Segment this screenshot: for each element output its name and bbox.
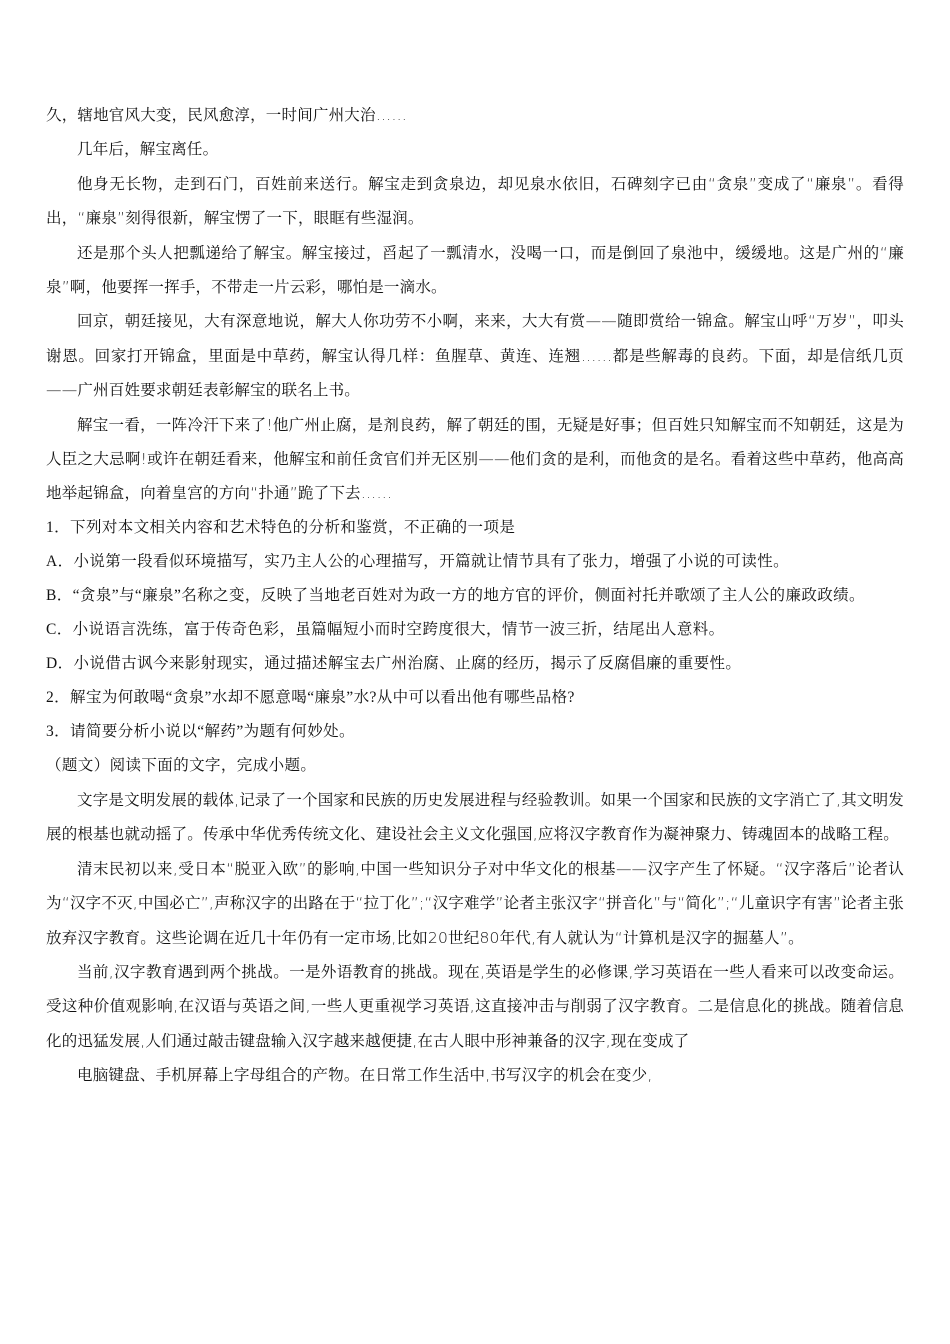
story-paragraph: 几年后，解宝离任。 xyxy=(77,140,219,159)
essay-paragraph: 清末民初以来,受日本“脱亚入欧”的影响,中国一些知识分子对中华文化的根基——汉字产生了怀疑。“汉字落后”论者认为“汉字不灭,中国必亡”,声称汉字的出路在于“拉丁化”;“汉字难学”论者主张汉字“拼音化”与“简化”;“儿童识字有害”论者主张放弃汉字教育。这些论调在近几十年仍有一定市场,比如20世纪80年代,有人就认为“计算机是汉字的掘墓人”。 xyxy=(46,859,904,947)
question-2: 2．解宝为何敢喝“贪泉”水却不愿意喝“廉泉”水?从中可以看出他有哪些品格? xyxy=(46,688,575,706)
essay-paragraph: 文字是文明发展的载体,记录了一个国家和民族的历史发展进程与经验教训。如果一个国家和民族的文字消亡了,其文明发展的根基也就动摇了。传承中华优秀传统文化、建设社会主义文化强国,应将汉字教育作为凝神聚力、铸魂固本的战略工程。 xyxy=(46,790,904,844)
story-paragraph: 解宝一看，一阵冷汗下来了!他广州止腐，是剂良药，解了朝廷的围，无疑是好事；但百姓只知解宝而不知朝廷，这是为人臣之大忌啊!或许在朝廷看来，他解宝和前任贪官们并无区别——他们贪的是利，而他贪的是名。看着这些中草药，他高高地举起锦盒，向着皇宫的方向“扑通”跪了下去…… xyxy=(46,415,904,503)
story-paragraph: 久，辖地官风大变，民风愈淳，一时间广州大治…… xyxy=(46,106,408,124)
essay-paragraph: 当前,汉字教育遇到两个挑战。一是外语教育的挑战。现在,英语是学生的必修课,学习英语在一些人看来可以改变命运。受这种价值观影响,在汉语与英语之间,一些人更重视学习英语,这直接冲击与削弱了汉字教育。二是信息化的挑战。随着信息化的迅猛发展,人们通过敲击键盘输入汉字越来越便捷,在古人眼中形神兼备的汉字,现在变成了 xyxy=(46,962,904,1050)
passage-intro: （题文）阅读下面的文字，完成小题。 xyxy=(46,756,317,774)
story-paragraph: 还是那个头人把瓢递给了解宝。解宝接过，舀起了一瓢清水，没喝一口，而是倒回了泉池中，缓缓地。这是广州的“廉泉”啊，他要挥一挥手，不带走一片云彩，哪怕是一滴水。 xyxy=(46,243,904,297)
option-d: D．小说借古讽今来影射现实，通过描述解宝去广州治腐、止腐的经历，揭示了反腐倡廉的重要性。 xyxy=(46,654,742,672)
essay-paragraph: 电脑键盘、手机屏幕上字母组合的产物。在日常工作生活中,书写汉字的机会在变少, xyxy=(77,1066,653,1085)
option-b: B．“贪泉”与“廉泉”名称之变，反映了当地老百姓对为政一方的地方官的评价，侧面衬托并歌颂了主人公的廉政政绩。 xyxy=(46,586,865,604)
question-1: 1．下列对本文相关内容和艺术特色的分析和鉴赏，不正确的一项是 xyxy=(46,518,516,536)
question-3: 3．请简要分析小说以“解药”为题有何妙处。 xyxy=(46,722,355,740)
option-c: C．小说语言洗练，富于传奇色彩，虽篇幅短小而时空跨度很大，情节一波三折，结尾出人意料。 xyxy=(46,620,725,638)
option-a: A．小说第一段看似环境描写，实乃主人公的心理描写，开篇就让情节具有了张力，增强了小说的可读性。 xyxy=(46,552,789,570)
story-paragraph: 他身无长物，走到石门，百姓前来送行。解宝走到贪泉边，却见泉水依旧，石碑刻字已由“贪泉”变成了“廉泉”。看得出，“廉泉”刻得很新，解宝愣了一下，眼眶有些湿润。 xyxy=(46,174,904,228)
story-paragraph: 回京，朝廷接见，大有深意地说，解大人你功劳不小啊，来来，大大有赏——随即赏给一锦盒。解宝山呼“万岁”，叩头谢恩。回家打开锦盒，里面是中草药，解宝认得几样：鱼腥草、黄连、连翘……都是些解毒的良药。下面，却是信纸几页——广州百姓要求朝廷表彰解宝的联名上书。 xyxy=(46,312,904,400)
